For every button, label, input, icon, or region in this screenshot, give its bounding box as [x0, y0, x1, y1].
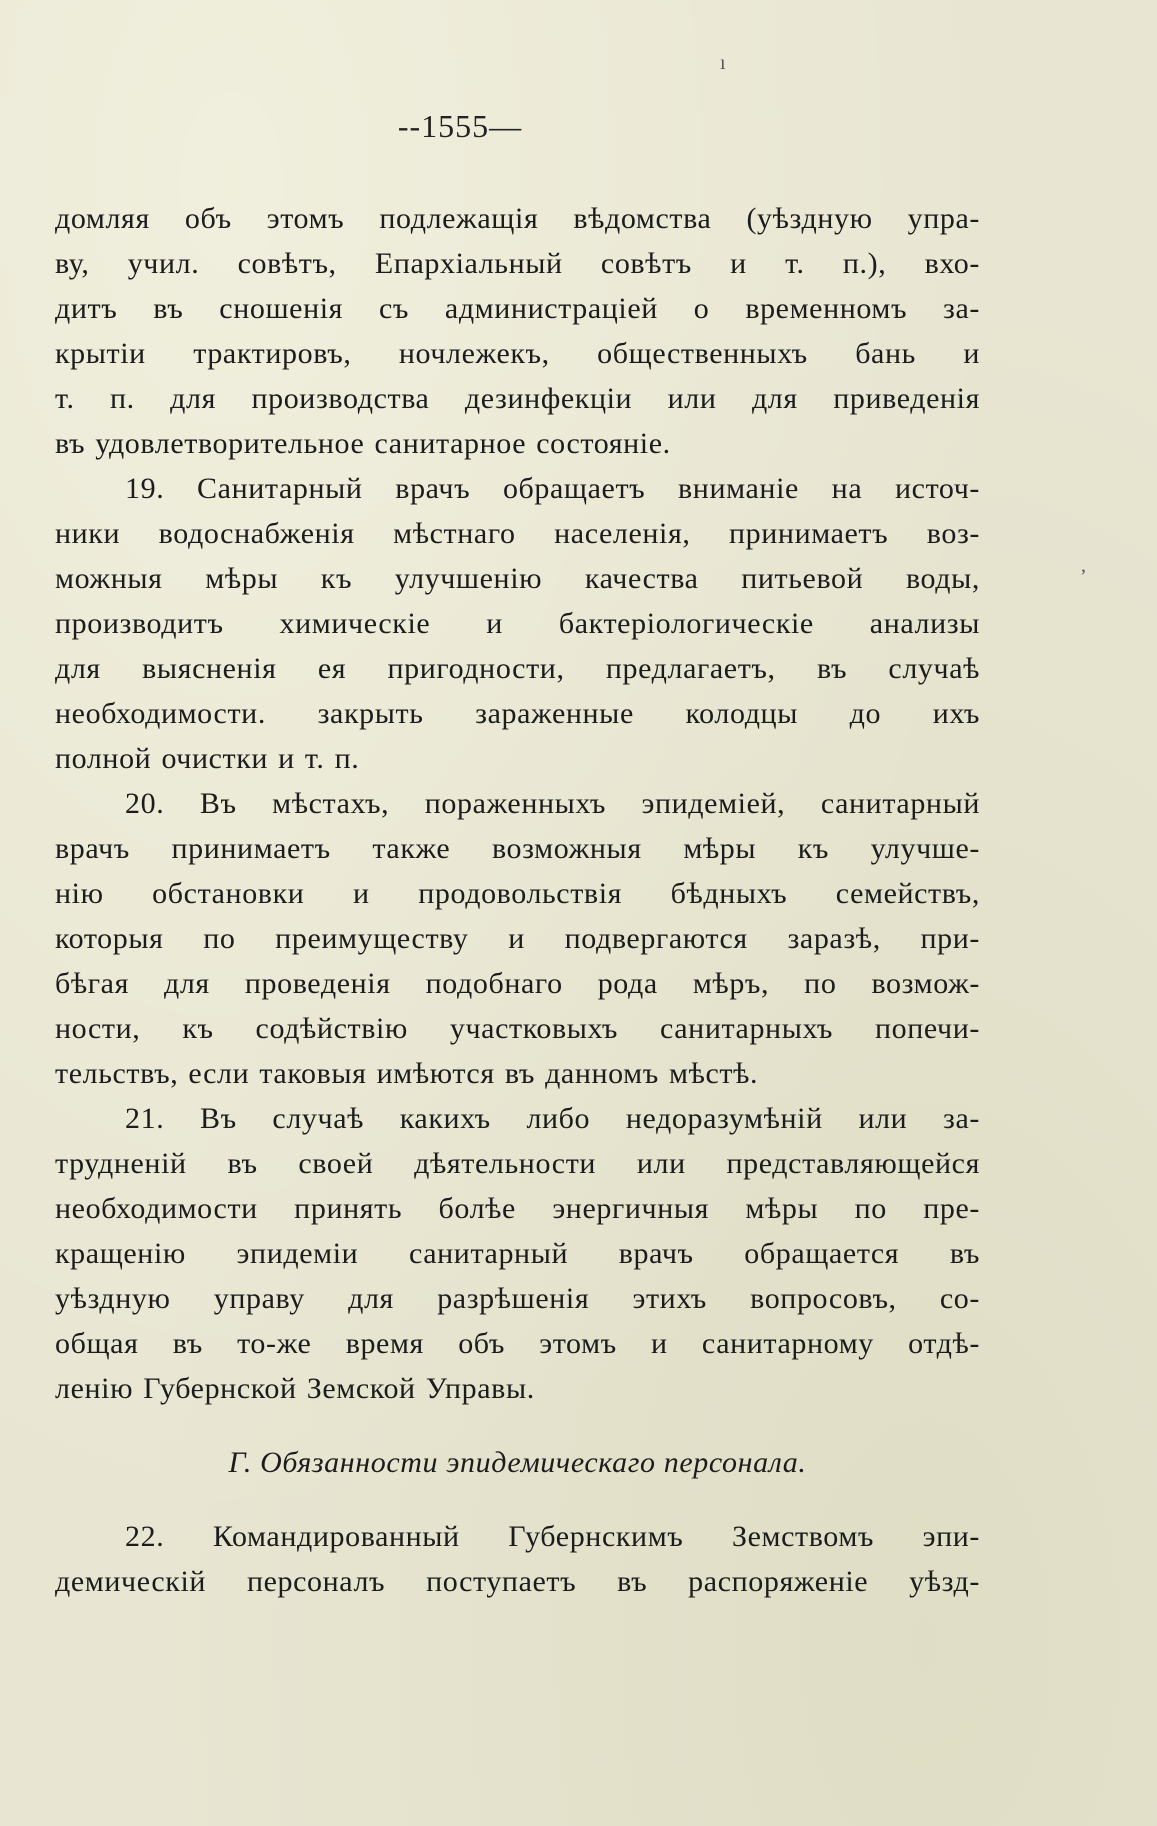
text-line: ники водоснабженія мѣстнаго населенія, принимаетъ воз-	[55, 517, 980, 550]
text-line: бѣгая для проведенія подобнаго рода мѣръ, по возмож-	[55, 967, 980, 1000]
text-line: въ удовлетворительное санитарное состояніе.	[55, 427, 671, 460]
text-line: домляя объ этомъ подлежащія вѣдомства (уѣздную упра-	[55, 202, 980, 235]
text-line: нію обстановки и продовольствія бѣдныхъ семействъ,	[55, 877, 980, 910]
text-line: уѣздную управу для разрѣшенія этихъ вопросовъ, со-	[55, 1282, 980, 1315]
text-line: т. п. для производства дезинфекціи или для приведенія	[55, 382, 980, 415]
text-line: необходимости. закрыть зараженные колодцы до ихъ	[55, 697, 980, 730]
paragraph-22-start: 22. Командированный Губернскимъ Земствомъ эпи-	[125, 1520, 980, 1553]
text-line: дитъ въ сношенія съ администраціей о временномъ за-	[55, 292, 980, 325]
text-line: трудненій въ своей дѣятельности или представляющейся	[55, 1147, 980, 1180]
text-line: крытіи трактировъ, ночлежекъ, общественныхъ бань и	[55, 337, 980, 370]
scan-speck: ı	[720, 52, 726, 74]
text-line: ву, учил. совѣтъ, Епархіальный совѣтъ и т. п.), вхо-	[55, 247, 980, 280]
text-line: тельствъ, если таковыя имѣются въ данномъ мѣстѣ.	[55, 1057, 759, 1090]
text-line: общая въ то-же время объ этомъ и санитарному отдѣ-	[55, 1327, 980, 1360]
text-line: ленію Губернской Земской Управы.	[55, 1372, 535, 1405]
text-line: полной очистки и т. п.	[55, 742, 360, 775]
paragraph-20-start: 20. Въ мѣстахъ, пораженныхъ эпидеміей, санитарный	[125, 787, 980, 820]
text-line: производитъ химическіе и бактеріологическіе анализы	[55, 607, 980, 640]
text-line: для выясненія ея пригодности, предлагаетъ, въ случаѣ	[55, 652, 980, 685]
section-heading: Г. Обязанности эпидемическаго персонала.	[228, 1446, 807, 1479]
paragraph-21-start: 21. Въ случаѣ какихъ либо недоразумѣній или за-	[125, 1102, 980, 1135]
text-line: кращенію эпидеміи санитарный врачъ обращается въ	[55, 1237, 980, 1270]
text-line: можныя мѣры къ улучшенію качества питьевой воды,	[55, 562, 980, 595]
text-line: необходимости принять болѣе энергичныя мѣры по пре-	[55, 1192, 980, 1225]
text-line: ности, къ содѣйствію участковыхъ санитарныхъ попечи-	[55, 1012, 980, 1045]
paragraph-19-start: 19. Санитарный врачъ обращаетъ вниманіе на источ-	[125, 472, 980, 505]
text-line: демическій персоналъ поступаетъ въ распоряженіе уѣзд-	[55, 1565, 980, 1598]
scan-speck: ʼ	[1080, 566, 1087, 588]
text-line: которыя по преимуществу и подвергаются заразѣ, при-	[55, 922, 980, 955]
page-number: --1555—	[397, 108, 523, 144]
text-line: врачъ принимаетъ также возможныя мѣры къ улучше-	[55, 832, 980, 865]
